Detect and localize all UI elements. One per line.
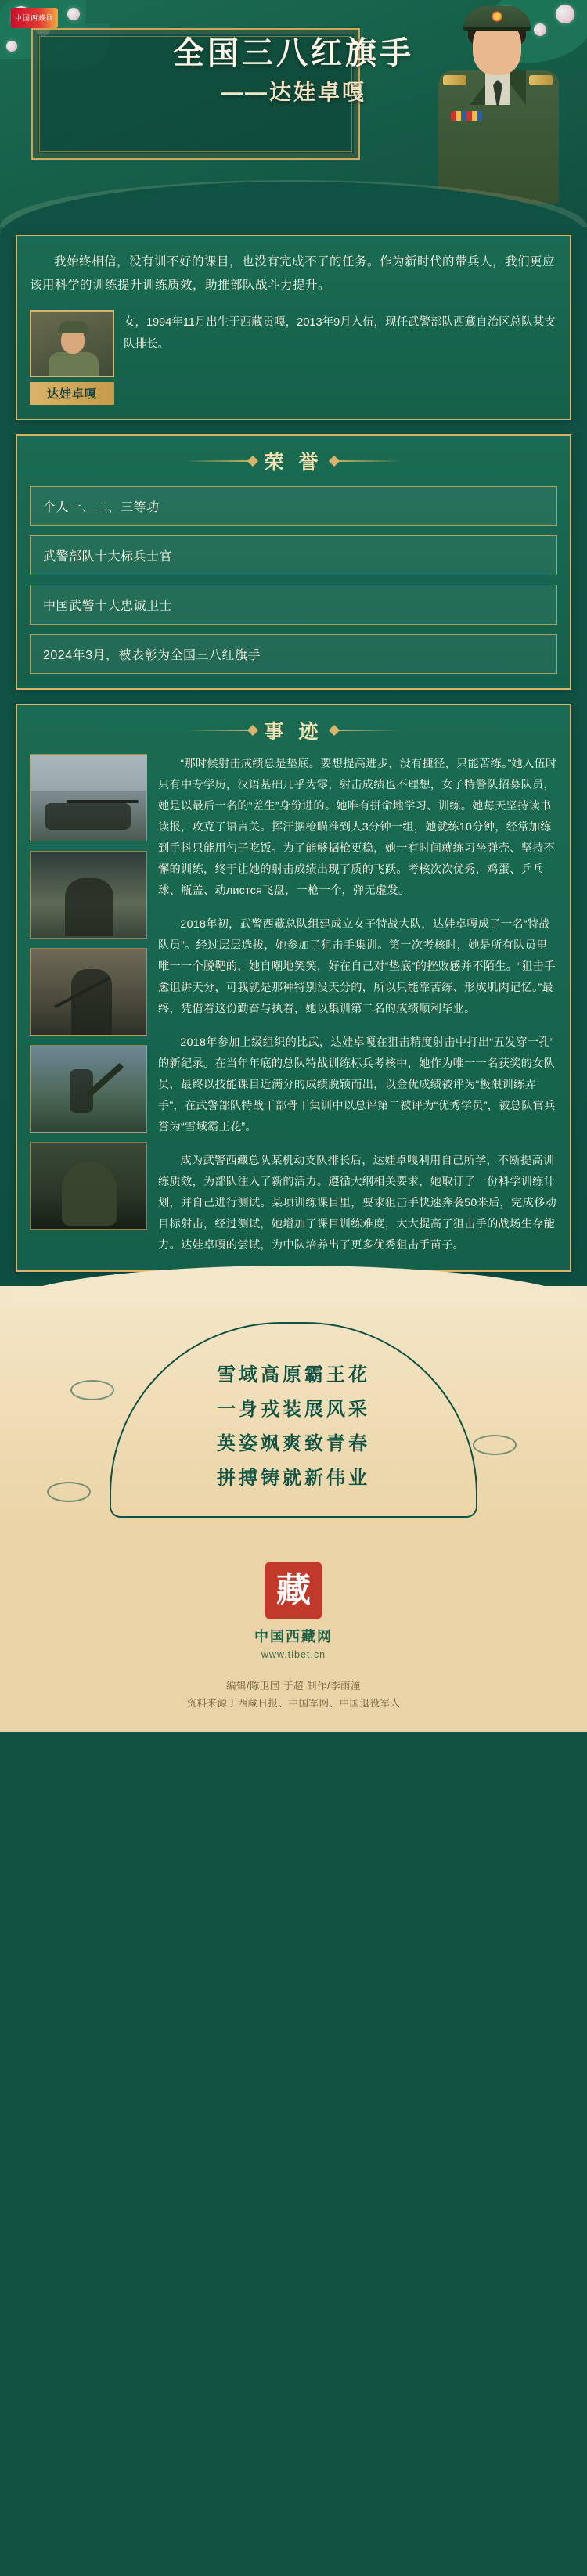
brand-url[interactable]: www.tibet.cn [261,1649,326,1660]
quote-card [16,235,571,420]
photo-driving [30,851,147,939]
poem-line: 雪域高原霸王花 [217,1364,370,1385]
deeds-text-column [158,754,557,1256]
avatar [30,310,114,377]
photo-martial-arts-kick [30,1045,147,1133]
deeds-paragraph: 2018年初，武警西藏总队组建成立女子特战大队，达娃卓嘎成了一名“特战队员”。经过层层选拔，她参加了狙击手集训。第一次考核时，她是所有队员里唯一一个脱靶的，她自嘲地笑笑，好在自己对“垫底”的挫败感并不陌生。“狙击手愈诅讲天分，可我就是那种特别没天分的，所以只能靠苦练、形成肌肉记忆。”最终，凭借着这份勤奋与执着，她以集训第二名的成绩顺利毕业。 [158,918,556,1015]
credits-block [0,1663,587,1732]
list-item: 中国武警十大忠诚卫士 [30,585,557,625]
ornament-right-icon [332,726,402,735]
deeds-section-heading [17,705,570,749]
poem-line: 拼搏铸就新伟业 [217,1468,370,1489]
photo-night-camouflage [30,1142,147,1230]
person-row [30,310,557,405]
poem-line: 英姿飒爽致青春 [217,1433,370,1454]
deeds-card [16,704,571,1272]
list-item: 个人一、二、三等功 [30,486,557,526]
quote-text: 我始终相信，没有训不好的课目，也没有完成不了的任务。作为新时代的带兵人，我们更应该用科学的训练提升训练质效，助推部队战斗力提升。 [30,255,556,292]
photo-rifle-standing [30,948,147,1036]
honor-title: 荣 誉 [264,452,323,474]
deeds-paragraph: 成为武警西藏总队某机动支队排长后，达娃卓嘎利用自己所学，不断提高训练质效，为部队注入了新的活力。遵循大纲相关要求，她取订了一份科学训练计划，并自己进行测试。某项训练课目里，要求狙击手快速奔袭50米后，完成移动目标射击，经过测试，她增加了课目训练难度，大大提高了狙击手的战场生存能力。达娃卓嘎的尝试，为中队培养出了更多优秀狙击手苗子。 [158,1155,556,1252]
brand-name: 中国西藏网 [254,1629,333,1645]
site-logo[interactable]: 中国西藏网 [11,8,58,28]
page-subtitle: ——达娃卓嘎 [220,80,366,104]
photo-sniper-prone [30,754,147,841]
poem-line: 一身戎装展风采 [217,1399,370,1420]
page-title: 全国三八红旗手 [173,36,414,70]
deeds-photo-column [30,754,147,1256]
ornament-left-icon [185,726,255,735]
honor-card [16,434,571,690]
ornament-right-icon [332,456,402,466]
list-item: 武警部队十大标兵士官 [30,535,557,575]
footer-poem-section [0,1286,587,1538]
person-name-tag: 达娃卓嘎 [30,382,114,405]
list-item: 2024年3月，被表彰为全国三八红旗手 [30,634,557,674]
credit-line: 资料来源于西藏日报、中国军网、中国退役军人 [186,1698,401,1709]
deeds-paragraph: 2018年参加上级组织的比武，达娃卓嘎在狙击精度射击中打出“五发穿一孔”的新纪录。在当年年底的总队特战训练标兵考核中，她作为唯一一名获奖的女队员，最终以技能课目近满分的成绩脱颖而出，以金优成绩被评为“极限训练弄手”，在武警部队特战干部骨干集训中以总评第二被评为“优秀学员”，被总队官兵誉为“雪域霸王花”。 [158,1036,556,1133]
credit-line: 编辑/陈卫国 于超 制作/李雨潼 [226,1681,361,1692]
deeds-title: 事 迹 [264,721,323,743]
brand-logo-icon: 藏 [265,1562,322,1619]
header-banner [0,0,587,235]
poem-frame [110,1322,477,1518]
person-bio: 女，1994年11月出生于西藏贡嘎，2013年9月入伍，现任武警部队西藏自治区总队某支队排长。 [124,316,556,351]
ornament-left-icon [185,456,255,466]
deeds-paragraph: “那时候射击成绩总是垫底。要想提高进步，没有捷径，只能苦练。”她入伍时只有中专学历，汉语基础几乎为零，射击成绩也不理想，女子特警队招募队员，她是以最后一名的“差生”身份进的。她唯有拼命地学习、训练。她每天坚持读书读报，攻克了语言关。挥汗据枪瞄准到人3分钟一组，她就练10分钟，经常加练到手抖只能用勺子吃饭。为了能够据枪更稳，她一有时间就练习坐弹壳、坚持不懈的训练，终于让她的射击成绩出现了质的飞跃。考核次次优秀，鸡蛋、乒乓球、瓶盖、动листся飞盘，一枪一个，弹无虚发。 [158,758,557,897]
officer-portrait-image [424,5,573,200]
honor-section-heading [17,436,570,480]
brand-block [0,1538,587,1663]
